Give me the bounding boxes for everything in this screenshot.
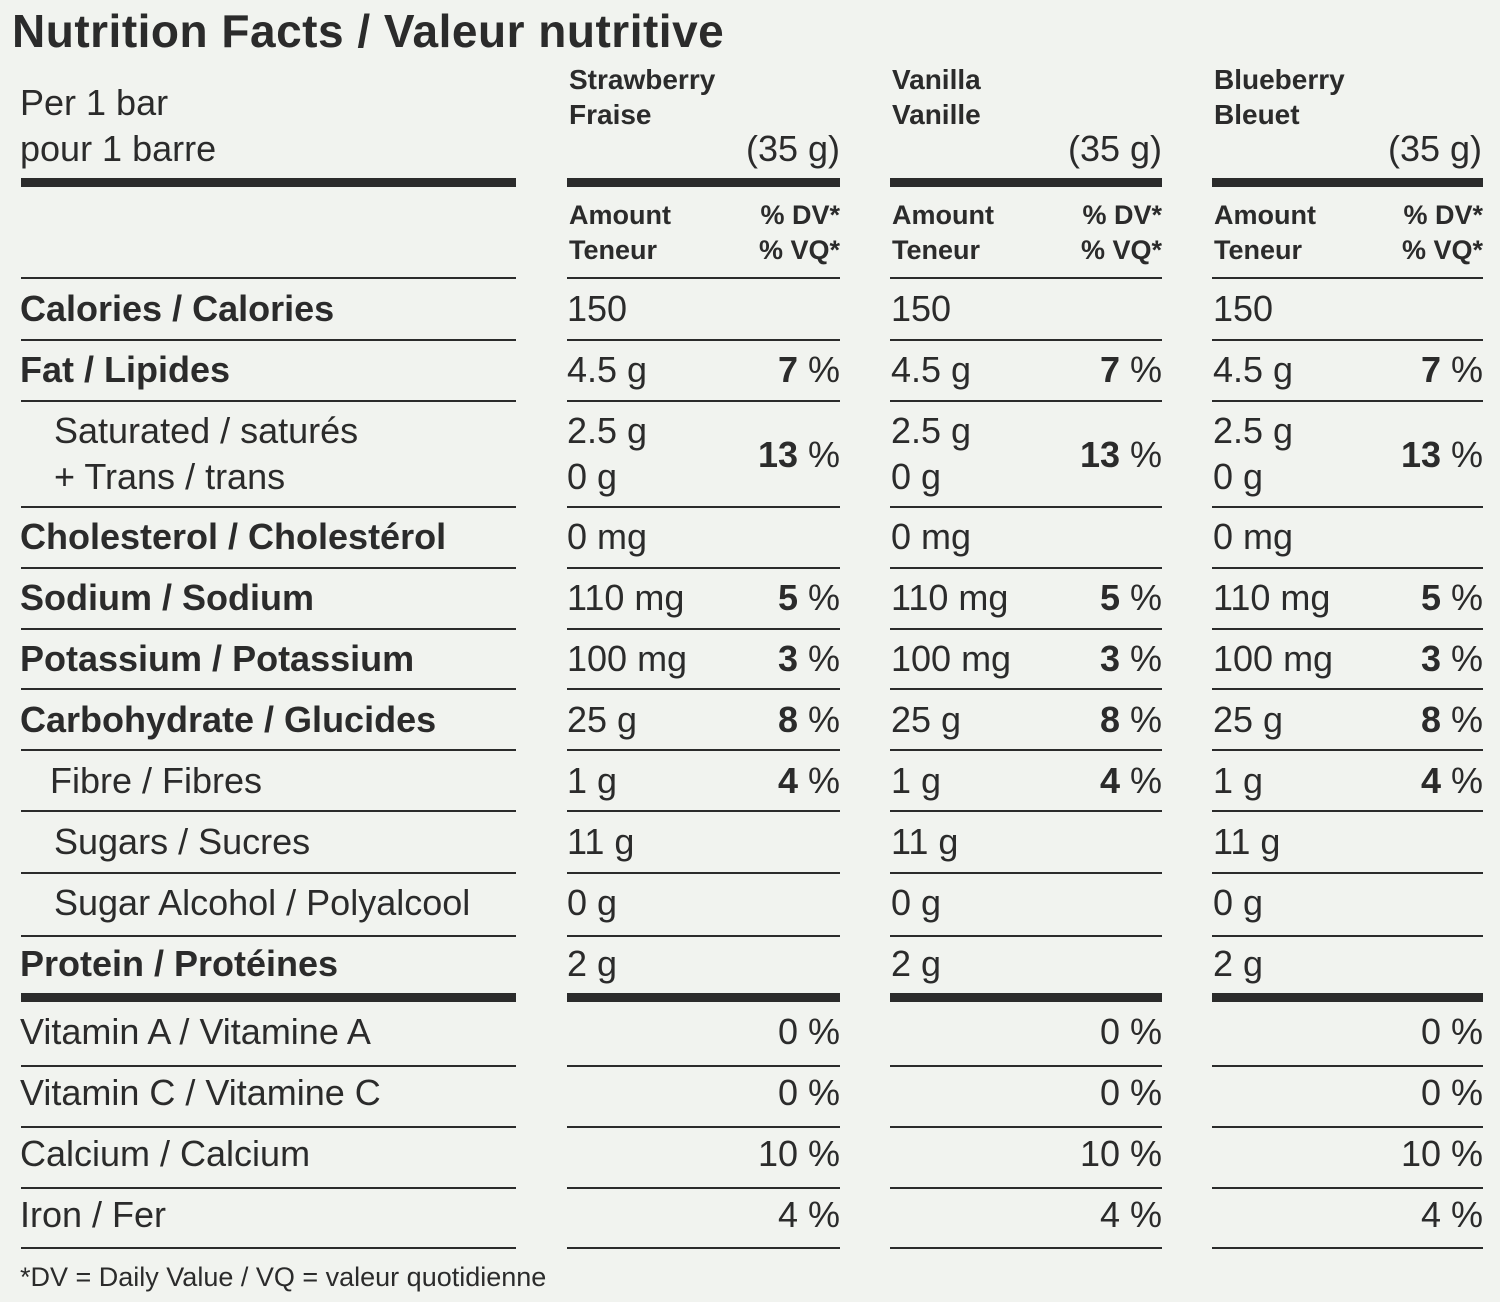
col-header-amount bbox=[569, 198, 671, 268]
dv-fr: % VQ* bbox=[1080, 235, 1162, 265]
col-header-amount bbox=[892, 198, 994, 268]
nutrient-amount bbox=[891, 575, 1008, 621]
nutrient-label-text: Cholesterol / Cholestérol bbox=[20, 516, 447, 557]
serving-size-fr: pour 1 barre bbox=[20, 128, 217, 169]
amount-value: 100 mg bbox=[1213, 638, 1334, 679]
daily-value-number: 7 bbox=[1099, 349, 1120, 390]
row-divider bbox=[1212, 400, 1483, 402]
row-divider bbox=[890, 688, 1162, 690]
percent-sign: % bbox=[1440, 349, 1483, 390]
amount-value: 2.5 g bbox=[891, 410, 972, 451]
percent-sign: % bbox=[797, 434, 840, 475]
nutrient-label bbox=[20, 697, 436, 743]
dv-en: % DV* bbox=[1403, 200, 1483, 230]
flavor-name-en: Vanilla bbox=[892, 64, 981, 95]
amount-en: Amount bbox=[892, 200, 994, 230]
row-divider bbox=[1212, 1247, 1483, 1249]
daily-value-number: 4 bbox=[1099, 760, 1120, 801]
label-title: Nutrition Facts / Valeur nutritive bbox=[12, 5, 725, 57]
nutrient-amount bbox=[1213, 697, 1283, 743]
daily-value-percent bbox=[1323, 575, 1483, 621]
amount-value: 1 g bbox=[891, 760, 942, 801]
amount-value: 0 mg bbox=[891, 516, 972, 557]
amount-value: 100 mg bbox=[891, 638, 1012, 679]
nutrient-amount bbox=[567, 697, 637, 743]
row-divider bbox=[890, 1187, 1162, 1189]
daily-value-number: 3 bbox=[1420, 638, 1441, 679]
daily-value-percent bbox=[1002, 575, 1162, 621]
nutrient-amount bbox=[891, 880, 941, 926]
daily-value-number: 4 bbox=[1420, 760, 1441, 801]
serving-size-en: Per 1 bar bbox=[20, 82, 169, 123]
amount-value: 150 bbox=[567, 288, 628, 329]
nutrient-label-text: Sodium / Sodium bbox=[20, 577, 314, 618]
row-divider bbox=[567, 810, 840, 812]
daily-value-number: 5 bbox=[777, 577, 798, 618]
daily-value-percent bbox=[1323, 347, 1483, 393]
percent-sign: % bbox=[1440, 577, 1483, 618]
percent-sign: % bbox=[1119, 760, 1162, 801]
row-divider bbox=[1212, 749, 1483, 751]
row-divider bbox=[567, 872, 840, 874]
vitamin-label: Vitamin C / Vitamine C bbox=[20, 1072, 381, 1113]
col-header-dv bbox=[1042, 198, 1162, 268]
daily-value-number: 8 bbox=[1420, 699, 1441, 740]
row-divider bbox=[21, 339, 516, 341]
daily-value-percent bbox=[1002, 697, 1162, 743]
row-divider bbox=[1212, 935, 1483, 937]
amount-value: 150 bbox=[891, 288, 952, 329]
amount-fr: Teneur bbox=[892, 235, 981, 265]
nutrient-label bbox=[20, 514, 446, 560]
col-header-dv bbox=[720, 198, 840, 268]
row-divider bbox=[21, 628, 516, 630]
nutrient-amount bbox=[1213, 941, 1263, 987]
vitamin-daily-value: 4 % bbox=[1099, 1194, 1162, 1235]
row-divider bbox=[21, 935, 516, 937]
amount-value: 0 g bbox=[891, 882, 942, 923]
daily-value-number: 8 bbox=[1099, 699, 1120, 740]
nutrient-amount bbox=[567, 758, 617, 804]
row-divider bbox=[21, 688, 516, 690]
vitamin-daily-value: 0 % bbox=[777, 1072, 840, 1113]
nutrient-amount bbox=[567, 347, 647, 393]
row-divider bbox=[1212, 277, 1483, 279]
amount-value: 11 g bbox=[891, 821, 959, 862]
amount-value: 0 g bbox=[1213, 882, 1264, 923]
flavor-size-blueberry: (35 g) bbox=[1387, 128, 1482, 169]
row-divider bbox=[1212, 688, 1483, 690]
amount-value: 11 g bbox=[1213, 821, 1281, 862]
daily-value-percent bbox=[1002, 432, 1162, 478]
row-divider bbox=[890, 506, 1162, 508]
col-header-dv bbox=[1363, 198, 1483, 268]
nutrient-amount bbox=[891, 697, 961, 743]
flavor-name-vanilla bbox=[892, 62, 981, 132]
amount-value: 25 g bbox=[567, 699, 638, 740]
nutrient-label bbox=[20, 575, 314, 621]
amount-value: 1 g bbox=[1213, 760, 1264, 801]
flavor-size-strawberry: (35 g) bbox=[745, 128, 840, 169]
amount-value: 0 mg bbox=[1213, 516, 1294, 557]
nutrient-amount bbox=[1213, 758, 1263, 804]
daily-value-percent bbox=[680, 636, 840, 682]
row-divider bbox=[567, 1187, 840, 1189]
row-divider bbox=[567, 688, 840, 690]
percent-sign: % bbox=[1440, 699, 1483, 740]
nutrient-label bbox=[50, 758, 262, 804]
amount-fr: Teneur bbox=[569, 235, 658, 265]
row-divider bbox=[21, 400, 516, 402]
row-divider bbox=[567, 628, 840, 630]
col-header-amount bbox=[1214, 198, 1316, 268]
nutrient-amount bbox=[891, 819, 958, 865]
row-divider bbox=[1212, 1126, 1483, 1128]
row-divider bbox=[567, 506, 840, 508]
vitamin-label: Vitamin A / Vitamine A bbox=[20, 1011, 371, 1052]
nutrient-amount bbox=[1213, 286, 1273, 332]
nutrient-amount bbox=[891, 347, 971, 393]
section-divider-thick bbox=[890, 993, 1162, 1002]
nutrient-amount bbox=[567, 575, 684, 621]
nutrient-label bbox=[54, 408, 358, 500]
dv-en: % DV* bbox=[1082, 200, 1162, 230]
daily-value-percent bbox=[1323, 432, 1483, 478]
row-divider bbox=[890, 749, 1162, 751]
amount-value: 4.5 g bbox=[567, 349, 648, 390]
row-divider bbox=[21, 506, 516, 508]
row-divider bbox=[1212, 1187, 1483, 1189]
nutrient-amount bbox=[567, 286, 627, 332]
flavor-name-strawberry bbox=[569, 62, 715, 132]
row-divider bbox=[1212, 1065, 1483, 1067]
row-divider bbox=[890, 277, 1162, 279]
amount-value: 4.5 g bbox=[1213, 349, 1294, 390]
amount-value: 25 g bbox=[1213, 699, 1284, 740]
row-divider bbox=[890, 1247, 1162, 1249]
nutrient-label-text: Protein / Protéines bbox=[20, 943, 339, 984]
amount-en: Amount bbox=[569, 200, 671, 230]
percent-sign: % bbox=[1440, 760, 1483, 801]
amount-value-2: 0 g bbox=[567, 456, 618, 497]
percent-sign: % bbox=[1119, 349, 1162, 390]
nutrient-label bbox=[54, 819, 310, 865]
amount-value: 4.5 g bbox=[891, 349, 972, 390]
header-divider-thick bbox=[567, 178, 840, 187]
amount-value: 150 bbox=[1213, 288, 1274, 329]
amount-value: 2 g bbox=[891, 943, 942, 984]
flavor-name-fr: Vanille bbox=[892, 99, 981, 130]
row-divider bbox=[21, 567, 516, 569]
dv-fr: % VQ* bbox=[758, 235, 840, 265]
section-divider-thick bbox=[1212, 993, 1483, 1002]
row-divider bbox=[21, 1187, 516, 1189]
daily-value-number: 3 bbox=[777, 638, 798, 679]
nutrient-amount bbox=[1213, 636, 1333, 682]
nutrient-label-text: Calories / Calories bbox=[20, 288, 335, 329]
amount-value: 11 g bbox=[567, 821, 635, 862]
daily-value-percent bbox=[680, 758, 840, 804]
row-divider bbox=[890, 567, 1162, 569]
nutrient-label-text-2: + Trans / trans bbox=[54, 456, 286, 497]
dv-fr: % VQ* bbox=[1401, 235, 1483, 265]
nutrient-amount bbox=[567, 941, 617, 987]
percent-sign: % bbox=[1119, 577, 1162, 618]
serving-size bbox=[20, 80, 216, 172]
daily-value-number: 13 bbox=[1079, 434, 1120, 475]
amount-value: 2.5 g bbox=[1213, 410, 1294, 451]
nutrient-amount bbox=[567, 408, 647, 500]
nutrient-label-text: Potassium / Potassium bbox=[20, 638, 415, 679]
nutrient-label bbox=[20, 941, 338, 987]
daily-value-percent bbox=[1002, 636, 1162, 682]
section-divider-thick bbox=[567, 993, 840, 1002]
daily-value-number: 8 bbox=[777, 699, 798, 740]
vitamin-daily-value: 0 % bbox=[1099, 1011, 1162, 1052]
row-divider bbox=[890, 935, 1162, 937]
daily-value-percent bbox=[1323, 697, 1483, 743]
flavor-name-fr: Fraise bbox=[569, 99, 652, 130]
amount-value: 1 g bbox=[567, 760, 618, 801]
daily-value-number: 7 bbox=[1420, 349, 1441, 390]
vitamin-daily-value: 0 % bbox=[1420, 1011, 1483, 1052]
header-divider-thick bbox=[1212, 178, 1483, 187]
percent-sign: % bbox=[797, 638, 840, 679]
nutrient-amount bbox=[1213, 347, 1293, 393]
nutrient-label-text: Sugar Alcohol / Polyalcool bbox=[54, 882, 471, 923]
daily-value-number: 7 bbox=[777, 349, 798, 390]
row-divider bbox=[890, 872, 1162, 874]
nutrient-label bbox=[20, 286, 334, 332]
nutrient-amount bbox=[1213, 819, 1280, 865]
daily-value-number: 5 bbox=[1099, 577, 1120, 618]
amount-value-2: 0 g bbox=[891, 456, 942, 497]
nutrient-amount bbox=[1213, 408, 1293, 500]
nutrient-amount bbox=[1213, 880, 1263, 926]
vitamin-daily-value: 0 % bbox=[777, 1011, 840, 1052]
nutrient-amount bbox=[567, 819, 634, 865]
amount-value: 100 mg bbox=[567, 638, 688, 679]
percent-sign: % bbox=[1440, 638, 1483, 679]
row-divider bbox=[890, 339, 1162, 341]
row-divider bbox=[21, 1065, 516, 1067]
amount-value: 25 g bbox=[891, 699, 962, 740]
flavor-size-vanilla: (35 g) bbox=[1067, 128, 1162, 169]
flavor-name-fr: Bleuet bbox=[1214, 99, 1300, 130]
amount-value: 0 mg bbox=[567, 516, 648, 557]
daily-value-number: 4 bbox=[777, 760, 798, 801]
row-divider bbox=[890, 400, 1162, 402]
row-divider bbox=[21, 1247, 516, 1249]
row-divider bbox=[21, 1126, 516, 1128]
vitamin-daily-value: 4 % bbox=[777, 1194, 840, 1235]
nutrient-label bbox=[20, 636, 414, 682]
dv-en: % DV* bbox=[760, 200, 840, 230]
nutrient-amount bbox=[1213, 575, 1330, 621]
percent-sign: % bbox=[797, 760, 840, 801]
nutrient-label-text: Fat / Lipides bbox=[20, 349, 231, 390]
vitamin-daily-value: 10 % bbox=[1079, 1133, 1162, 1174]
row-divider bbox=[567, 1126, 840, 1128]
daily-value-number: 3 bbox=[1099, 638, 1120, 679]
nutrient-amount bbox=[1213, 514, 1293, 560]
amount-value: 0 g bbox=[567, 882, 618, 923]
percent-sign: % bbox=[1119, 699, 1162, 740]
vitamin-daily-value: 0 % bbox=[1099, 1072, 1162, 1113]
daily-value-number: 13 bbox=[1400, 434, 1441, 475]
amount-value-2: 0 g bbox=[1213, 456, 1264, 497]
nutrient-label-text: Carbohydrate / Glucides bbox=[20, 699, 437, 740]
header-divider-thick bbox=[21, 178, 516, 187]
vitamin-label: Iron / Fer bbox=[20, 1194, 167, 1235]
nutrient-label bbox=[54, 880, 470, 926]
amount-value: 110 mg bbox=[891, 577, 1009, 618]
row-divider bbox=[21, 749, 516, 751]
row-divider bbox=[21, 810, 516, 812]
row-divider bbox=[567, 1247, 840, 1249]
daily-value-number: 13 bbox=[757, 434, 798, 475]
nutrient-amount bbox=[891, 941, 941, 987]
nutrient-amount bbox=[567, 514, 647, 560]
row-divider bbox=[567, 277, 840, 279]
daily-value-percent bbox=[680, 347, 840, 393]
nutrient-amount bbox=[891, 408, 971, 500]
vitamin-daily-value: 0 % bbox=[1420, 1072, 1483, 1113]
row-divider bbox=[1212, 872, 1483, 874]
row-divider bbox=[1212, 810, 1483, 812]
amount-en: Amount bbox=[1214, 200, 1316, 230]
row-divider bbox=[567, 1065, 840, 1067]
vitamin-daily-value: 10 % bbox=[757, 1133, 840, 1174]
nutrient-label-text: Saturated / saturés bbox=[54, 410, 359, 451]
row-divider bbox=[890, 1126, 1162, 1128]
amount-fr: Teneur bbox=[1214, 235, 1303, 265]
daily-value-percent bbox=[680, 697, 840, 743]
nutrient-amount bbox=[891, 514, 971, 560]
header-divider-thick bbox=[890, 178, 1162, 187]
nutrient-label-text: Sugars / Sucres bbox=[54, 821, 311, 862]
row-divider bbox=[1212, 628, 1483, 630]
daily-value-percent bbox=[680, 432, 840, 478]
daily-value-number: 5 bbox=[1420, 577, 1441, 618]
footnote: *DV = Daily Value / VQ = valeur quotidienne bbox=[20, 1262, 547, 1292]
daily-value-percent bbox=[1323, 758, 1483, 804]
row-divider bbox=[567, 339, 840, 341]
nutrient-amount bbox=[891, 636, 1011, 682]
row-divider bbox=[21, 277, 516, 279]
daily-value-percent bbox=[1323, 636, 1483, 682]
section-divider-thick bbox=[21, 993, 516, 1002]
daily-value-percent bbox=[1002, 758, 1162, 804]
percent-sign: % bbox=[1440, 434, 1483, 475]
row-divider bbox=[567, 567, 840, 569]
percent-sign: % bbox=[797, 699, 840, 740]
nutrient-amount bbox=[567, 636, 687, 682]
nutrient-amount bbox=[567, 880, 617, 926]
row-divider bbox=[567, 935, 840, 937]
row-divider bbox=[567, 400, 840, 402]
row-divider bbox=[1212, 506, 1483, 508]
amount-value: 2.5 g bbox=[567, 410, 648, 451]
nutrient-label-text: Fibre / Fibres bbox=[50, 760, 263, 801]
amount-value: 110 mg bbox=[1213, 577, 1331, 618]
daily-value-percent bbox=[680, 575, 840, 621]
percent-sign: % bbox=[1119, 638, 1162, 679]
percent-sign: % bbox=[797, 349, 840, 390]
row-divider bbox=[1212, 567, 1483, 569]
flavor-name-blueberry bbox=[1214, 62, 1345, 132]
daily-value-percent bbox=[1002, 347, 1162, 393]
row-divider bbox=[890, 1065, 1162, 1067]
amount-value: 2 g bbox=[567, 943, 618, 984]
nutrient-amount bbox=[891, 286, 951, 332]
row-divider bbox=[890, 628, 1162, 630]
flavor-name-en: Strawberry bbox=[569, 64, 716, 95]
nutrient-label bbox=[20, 347, 230, 393]
amount-value: 2 g bbox=[1213, 943, 1264, 984]
flavor-name-en: Blueberry bbox=[1214, 64, 1345, 95]
row-divider bbox=[567, 749, 840, 751]
row-divider bbox=[1212, 339, 1483, 341]
row-divider bbox=[890, 810, 1162, 812]
amount-value: 110 mg bbox=[567, 577, 685, 618]
percent-sign: % bbox=[1119, 434, 1162, 475]
vitamin-label: Calcium / Calcium bbox=[20, 1133, 311, 1174]
percent-sign: % bbox=[797, 577, 840, 618]
row-divider bbox=[21, 872, 516, 874]
vitamin-daily-value: 10 % bbox=[1400, 1133, 1483, 1174]
nutrient-amount bbox=[891, 758, 941, 804]
vitamin-daily-value: 4 % bbox=[1420, 1194, 1483, 1235]
